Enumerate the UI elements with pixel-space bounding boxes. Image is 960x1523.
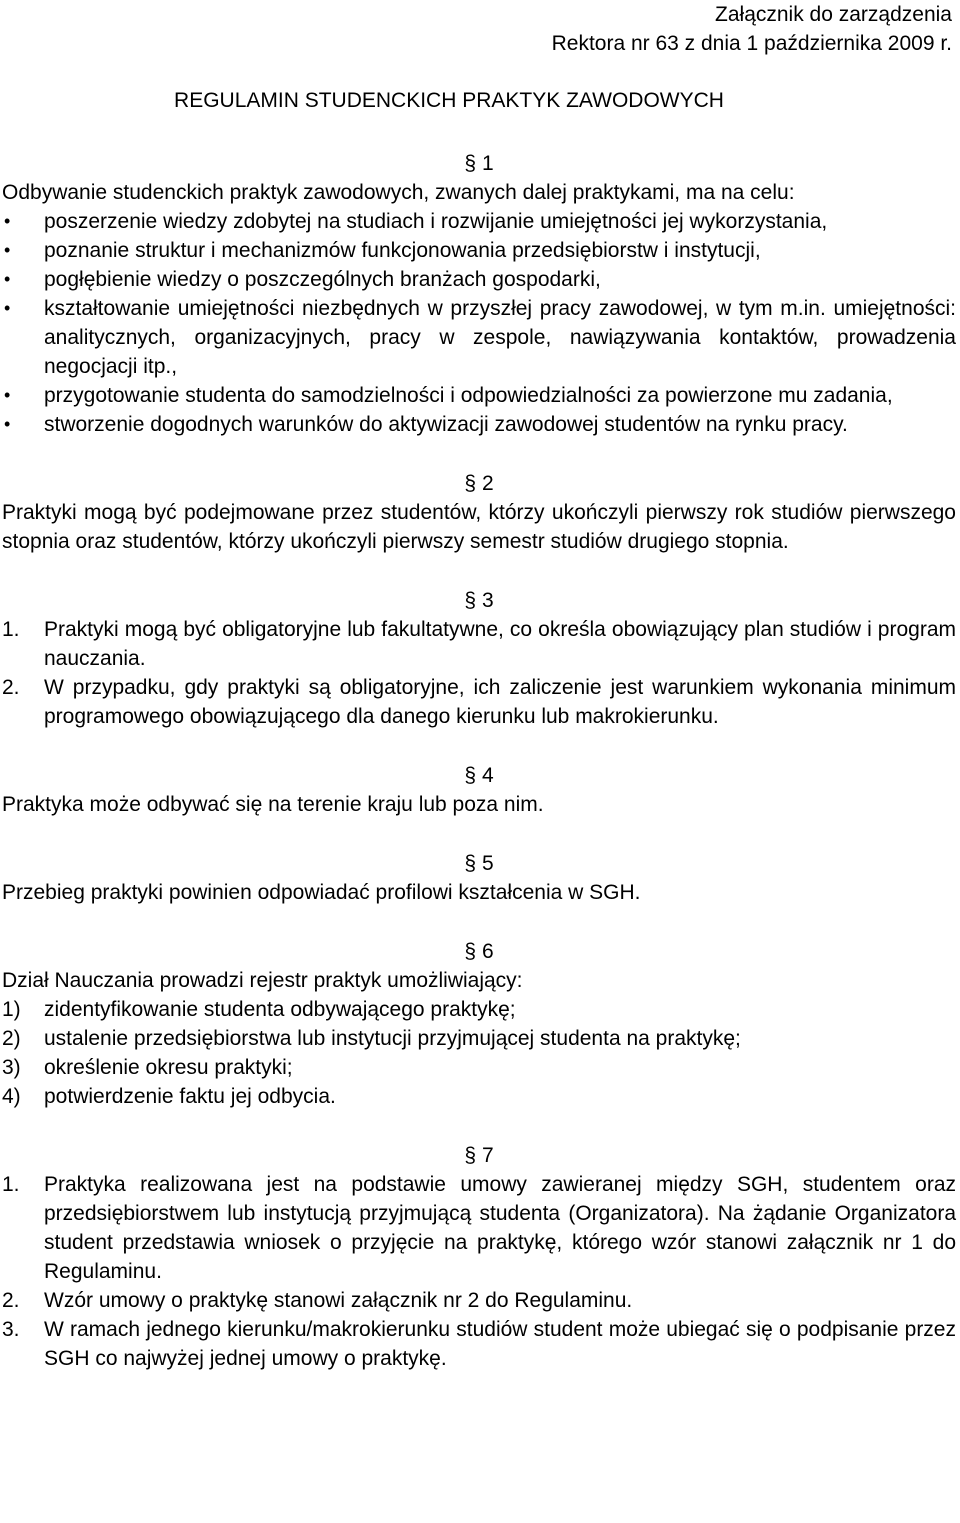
section-number: 2 <box>482 472 494 495</box>
section-5-text: Przebieg praktyki powinien odpowiadać profilowi kształcenia w SGH. <box>2 881 641 904</box>
list-item <box>2 1286 956 1315</box>
section-number: 6 <box>482 940 494 963</box>
item-text: W przypadku, gdy praktyki są obligatoryjne, ich zaliczenie jest warunkiem wykonania minimum programowego obowiązującego dla danego kierunku lub makrokierunku. <box>44 676 956 728</box>
section-number: 1 <box>482 152 494 175</box>
section-6-list <box>2 995 956 1111</box>
section-heading-5 <box>2 849 956 878</box>
section-1-intro: Odbywanie studenckich praktyk zawodowych, zwanych dalej praktykami, ma na celu: <box>2 181 795 204</box>
list-item: • stworzenie dogodnych warunków do aktywizacji zawodowej studentów na rynku pracy. <box>2 410 956 439</box>
document-header <box>2 0 956 58</box>
item-text: Praktyka realizowana jest na podstawie umowy zawieranej między SGH, studentem oraz przedsiębiorstwem lub instytucją przyjmującą studenta (Organizatora). Na żądanie Organizatora student przedstawia wniosek o przyjęcie na praktykę, którego wzór stanowi załącznik nr 1 do Regulaminu. <box>44 1173 956 1283</box>
list-item: • poznanie struktur i mechanizmów funkcjonowania przedsiębiorstw i instytucji, <box>2 236 956 265</box>
section-3-list <box>2 615 956 731</box>
item-number: 1. <box>2 618 20 641</box>
list-item <box>2 1053 956 1082</box>
list-item <box>2 615 956 673</box>
header-line-1: Załącznik do zarządzenia <box>715 3 952 26</box>
item-number: 2. <box>2 676 20 699</box>
item-text: potwierdzenie faktu jej odbycia. <box>44 1085 336 1108</box>
section-symbol: § <box>464 764 476 787</box>
section-number: 3 <box>482 589 494 612</box>
item-number: 1. <box>2 1173 20 1196</box>
item-text: zidentyfikowanie studenta odbywającego praktykę; <box>44 998 516 1021</box>
section-heading-4 <box>2 761 956 790</box>
section-heading-1 <box>2 149 956 178</box>
section-symbol: § <box>464 940 476 963</box>
item-text: W ramach jednego kierunku/makrokierunku studiów student może ubiegać się o podpisanie przez SGH co najwyżej jednej umowy o praktykę. <box>44 1318 956 1370</box>
section-6-intro: Dział Nauczania prowadzi rejestr praktyk umożliwiający: <box>2 969 523 992</box>
section-symbol: § <box>464 152 476 175</box>
item-number: 4) <box>2 1085 21 1108</box>
section-4-text: Praktyka może odbywać się na terenie kraju lub poza nim. <box>2 793 544 816</box>
list-item <box>2 1082 956 1111</box>
list-item <box>2 673 956 731</box>
item-number: 3. <box>2 1318 20 1341</box>
item-number: 3) <box>2 1056 21 1079</box>
document-title: REGULAMIN STUDENCKICH PRAKTYK ZAWODOWYCH <box>174 89 724 112</box>
item-text: określenie okresu praktyki; <box>44 1056 293 1079</box>
list-item: • przygotowanie studenta do samodzielności i odpowiedzialności za powierzone mu zadania, <box>2 381 956 410</box>
section-symbol: § <box>464 589 476 612</box>
header-line-2: Rektora nr 63 z dnia 1 października 2009 r. <box>551 32 952 55</box>
item-number: 2. <box>2 1289 20 1312</box>
list-item: • pogłębienie wiedzy o poszczególnych branżach gospodarki, <box>2 265 956 294</box>
section-heading-7 <box>2 1141 956 1170</box>
list-item <box>2 995 956 1024</box>
section-symbol: § <box>464 472 476 495</box>
list-item <box>2 1170 956 1286</box>
section-number: 4 <box>482 764 494 787</box>
section-symbol: § <box>464 1144 476 1167</box>
item-number: 2) <box>2 1027 21 1050</box>
item-text: ustalenie przedsiębiorstwa lub instytucji przyjmującej studenta na praktykę; <box>44 1027 741 1050</box>
section-1-list <box>2 207 956 439</box>
list-item: • poszerzenie wiedzy zdobytej na studiach i rozwijanie umiejętności jej wykorzystania, <box>2 207 956 236</box>
section-number: 7 <box>482 1144 494 1167</box>
section-heading-2 <box>2 469 956 498</box>
section-7-list <box>2 1170 956 1373</box>
section-symbol: § <box>464 852 476 875</box>
list-item <box>2 1024 956 1053</box>
item-text: Praktyki mogą być obligatoryjne lub fakultatywne, co określa obowiązujący plan studiów i program nauczania. <box>44 618 956 670</box>
section-heading-3 <box>2 586 956 615</box>
section-heading-6 <box>2 937 956 966</box>
list-item: • kształtowanie umiejętności niezbędnych w przyszłej pracy zawodowej, w tym m.in. umiejętności: analitycznych, organizacyjnych, pracy w zespole, nawiązywania kontaktów, prowadzenia negocjacji itp., <box>2 294 956 381</box>
section-2-text: Praktyki mogą być podejmowane przez studentów, którzy ukończyli pierwszy rok studiów pierwszego stopnia oraz studentów, którzy ukończyli pierwszy semestr studiów drugiego stopnia. <box>2 501 956 553</box>
item-number: 1) <box>2 998 21 1021</box>
section-number: 5 <box>482 852 494 875</box>
list-item <box>2 1315 956 1373</box>
item-text: Wzór umowy o praktykę stanowi załącznik nr 2 do Regulaminu. <box>44 1289 633 1312</box>
